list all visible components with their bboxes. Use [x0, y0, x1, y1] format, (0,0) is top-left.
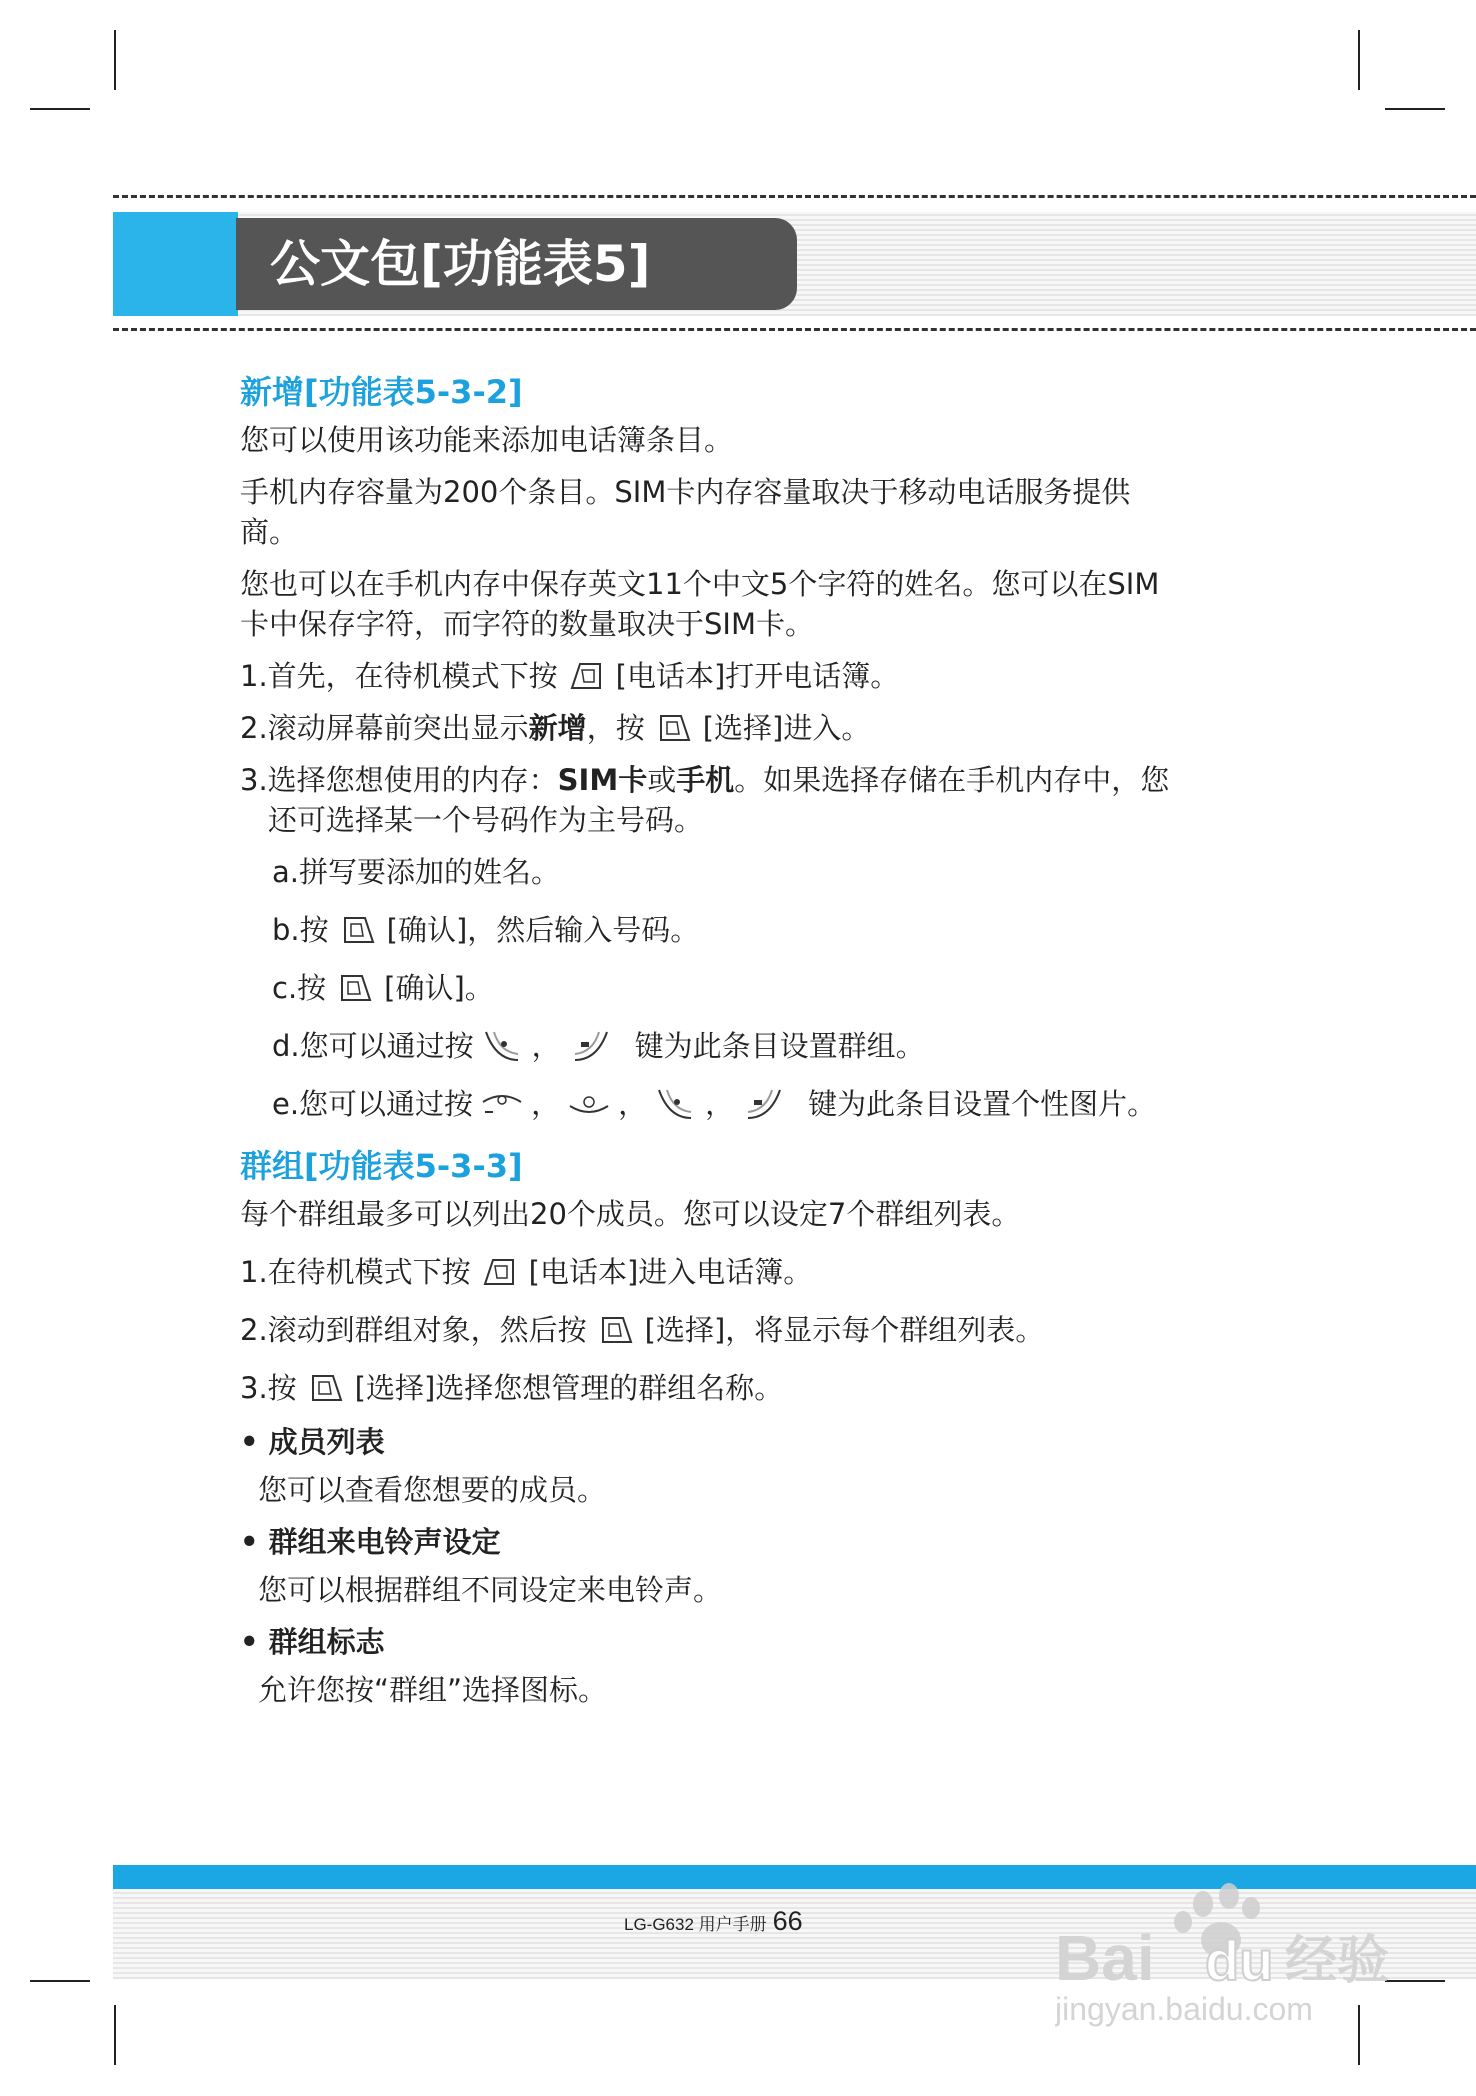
volume-up-key-icon [655, 1088, 697, 1120]
sub-step-a: a.拼写要添加的姓名。 [272, 855, 560, 889]
header-accent-block [113, 212, 238, 316]
paragraph: 您可以使用该功能来添加电话簿条目。 [240, 423, 734, 457]
sub-step-b: b.按 [确认]，然后输入号码。 [272, 913, 700, 947]
nav-down-key-icon [568, 1088, 610, 1120]
paragraph: 您也可以在手机内存中保存英文11个中文5个字符的姓名。您可以在SIM卡中保存字符，而字符的数量取决于SIM卡。 [240, 567, 1160, 641]
page-title: 公文包[功能表5] [236, 218, 797, 310]
right-softkey-icon [305, 1372, 347, 1404]
crop-mark [114, 2005, 116, 2065]
sub-steps [240, 852, 1200, 1124]
bullet-desc: 您可以根据群组不同设定来电铃声。 [258, 1573, 723, 1607]
right-softkey-icon [334, 972, 376, 1004]
crop-mark [1358, 30, 1360, 90]
nav-up-key-icon [481, 1088, 523, 1120]
footer-label: LG-G632 用户手册 [624, 1915, 767, 1934]
watermark-url: jingyan.baidu.com [1055, 1991, 1313, 2027]
section-heading-add: 新增[功能表5-3-2] [240, 373, 523, 411]
bullet-desc: 您可以查看您想要的成员。 [258, 1473, 607, 1507]
section-heading-group: 群组[功能表5-3-3] [240, 1147, 523, 1185]
bullet-title: • 群组标志 [240, 1625, 385, 1659]
left-softkey-icon [479, 1256, 521, 1288]
footer [624, 1906, 803, 1937]
paragraph: 每个群组最多可以列出20个成员。您可以设定7个群组列表。 [240, 1197, 1021, 1231]
step-3: 3.选择您想使用的内存：SIM卡或手机。如果选择存储在手机内存中，您还可选择某一个号码作为主号码。 [240, 763, 1170, 837]
left-softkey-icon [566, 660, 608, 692]
watermark-text: 经验 [1285, 1931, 1390, 1991]
bullet-title: • 成员列表 [240, 1425, 385, 1459]
watermark-brand: Bai [1055, 1922, 1155, 1994]
watermark-brand-du: du [1205, 1929, 1274, 1992]
right-softkey-icon [653, 712, 695, 744]
step-1: 1.首先，在待机模式下按 [电话本]打开电话簿。 [240, 659, 900, 693]
step-2: 2.滚动屏幕前突出显示新增，按 [选择]进入。 [240, 711, 871, 745]
crop-mark [1385, 108, 1445, 110]
sub-step-e: e.您可以通过按 ， ， ， 键为此条目设置个性图片。 [272, 1087, 1157, 1121]
header-dashed-line-top [113, 195, 1476, 198]
sub-step-c: c.按 [确认]。 [272, 971, 494, 1005]
header-dashed-line-bottom [113, 328, 1476, 331]
step-3: 3.按 [选择]选择您想管理的群组名称。 [240, 1371, 784, 1405]
right-softkey-icon [337, 914, 379, 946]
baidu-watermark [1055, 1880, 1455, 2030]
sub-step-d: d.您可以通过按 ， 键为此条目设置群组。 [272, 1029, 925, 1063]
volume-down-key-icon [742, 1088, 784, 1120]
bullet-list [240, 1422, 1200, 1710]
page-number: 66 [772, 1906, 803, 1936]
volume-down-key-icon [569, 1030, 611, 1062]
crop-mark [30, 108, 90, 110]
main-content [240, 370, 1200, 1710]
bullet-title: • 群组来电铃声设定 [240, 1525, 501, 1559]
volume-up-key-icon [482, 1030, 524, 1062]
step-2: 2.滚动到群组对象，然后按 [选择]，将显示每个群组列表。 [240, 1313, 1045, 1347]
right-softkey-icon [595, 1314, 637, 1346]
crop-mark [114, 30, 116, 90]
bullet-desc: 允许您按“群组”选择图标。 [258, 1673, 608, 1707]
paragraph: 手机内存容量为200个条目。SIM卡内存容量取决于移动电话服务提供商。 [240, 475, 1131, 549]
step-1: 1.在待机模式下按 [电话本]进入电话簿。 [240, 1255, 813, 1289]
crop-mark [30, 1980, 90, 1982]
